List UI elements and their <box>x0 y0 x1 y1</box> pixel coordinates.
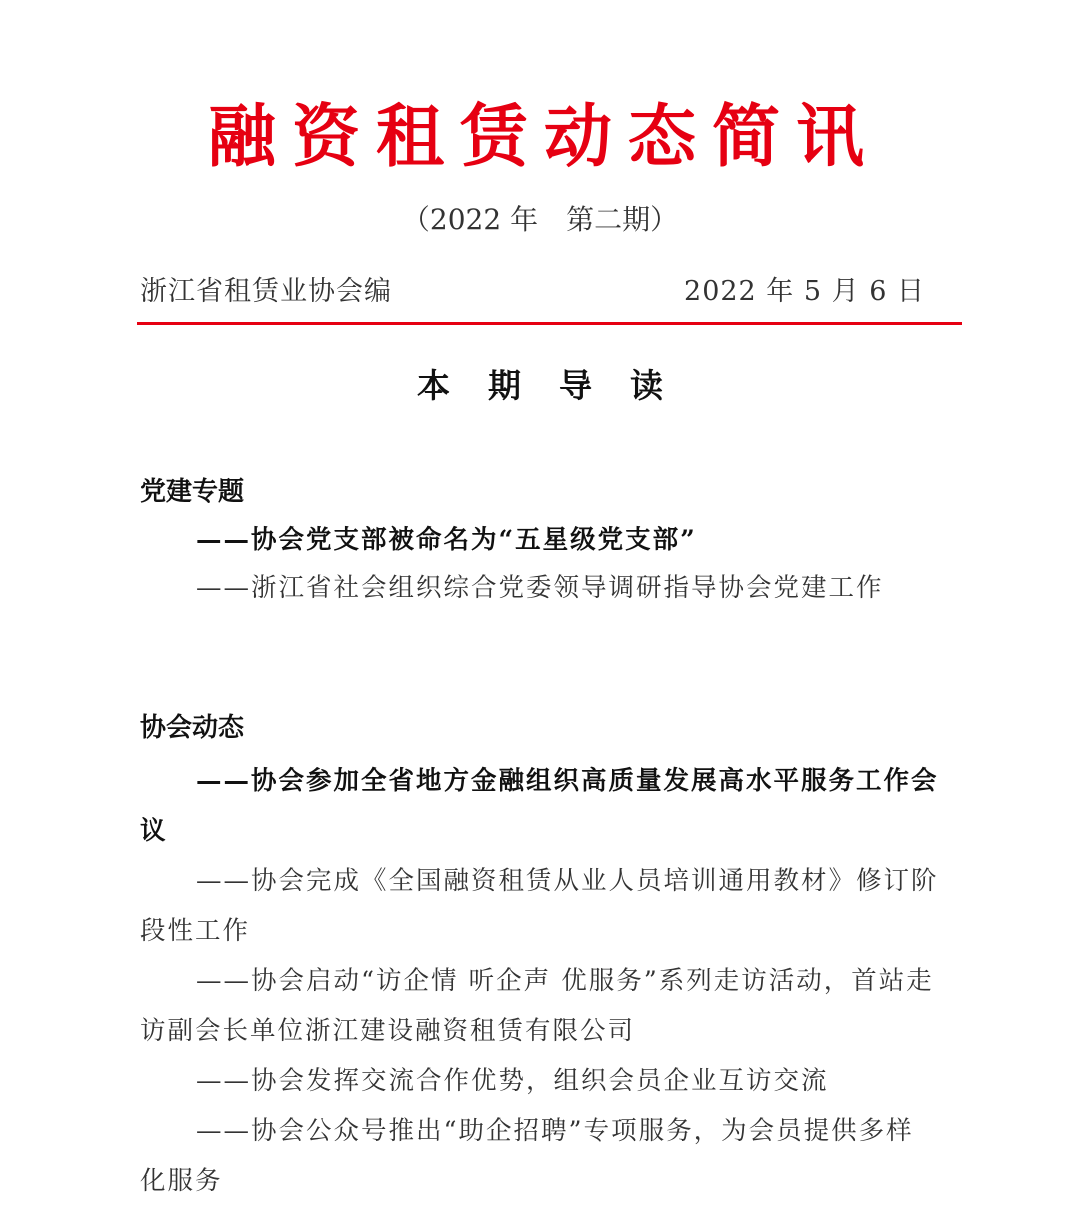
section-heading: 协会动态 <box>140 713 245 743</box>
list-item: ——浙江省社会组织综合党委领导调研指导协会党建工作 <box>196 573 884 603</box>
publication-date: 2022 年 5 月 6 日 <box>684 276 925 307</box>
list-item: ——协会参加全省地方金融组织高质量发展高水平服务工作会议 <box>140 766 939 846</box>
section-association-news <box>140 708 940 1206</box>
section-party-building <box>140 472 940 616</box>
issue-number: （2022 年 第二期） <box>401 203 679 236</box>
publisher-name: 浙江省租赁业协会编 <box>140 276 392 307</box>
list-item: ——协会发挥交流合作优势，组织会员企业互访交流 <box>196 1066 829 1096</box>
list-item: ——协会完成《全国融资租赁从业人员培训通用教材》修订阶段性工作 <box>140 866 939 946</box>
masthead-title: 融资租赁动态简讯 <box>207 98 880 177</box>
guide-title: 本期导读 <box>417 366 701 405</box>
red-divider <box>137 322 962 325</box>
list-item: ——协会党支部被命名为“五星级党支部” <box>196 525 697 555</box>
section-heading: 党建专题 <box>140 477 245 507</box>
list-item: ——协会启动“访企情 听企声 优服务”系列走访活动，首站走访副会长单位浙江建设融资租赁有限公司 <box>140 966 934 1046</box>
list-item: ——协会公众号推出“助企招聘”专项服务，为会员提供多样化服务 <box>140 1116 914 1196</box>
